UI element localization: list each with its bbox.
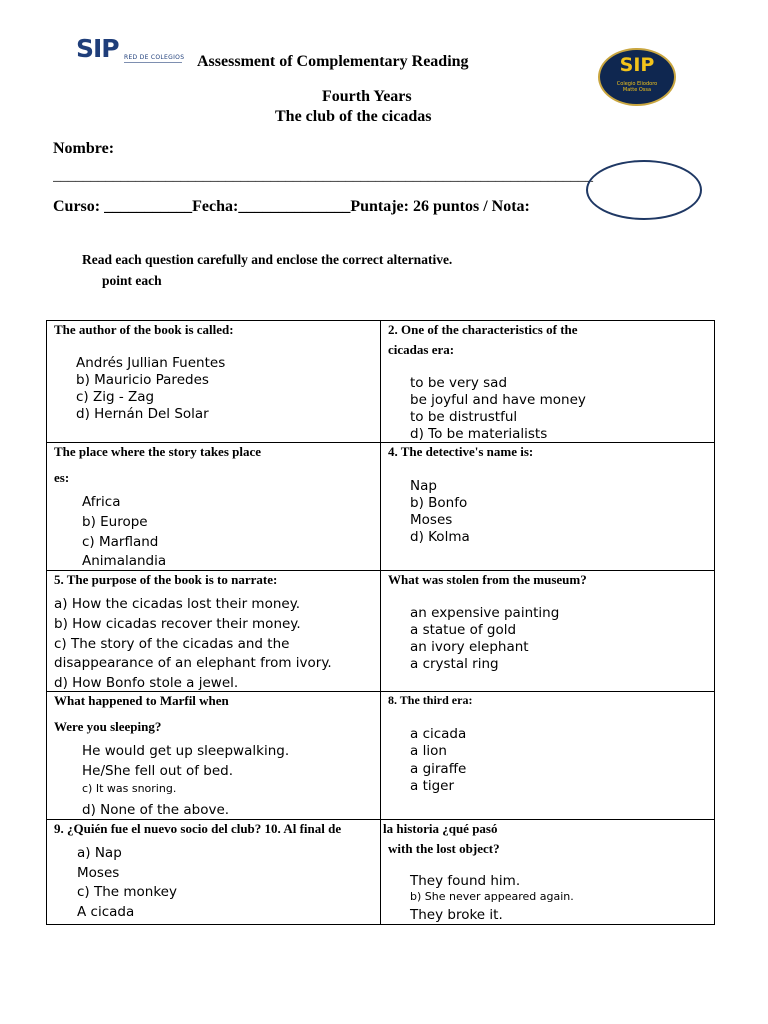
question-1: The author of the book is called: (54, 322, 234, 337)
question-5: 5. The purpose of the book is to narrate: (54, 572, 278, 587)
option[interactable]: He/She fell out of bed. (82, 763, 234, 779)
question-10-cont: with the lost object? (388, 841, 500, 856)
option[interactable]: c) It was snoring. (82, 782, 177, 795)
curso-fecha-puntaje-line[interactable]: Curso: ___________Fecha:______________Puntaje: 26 puntos / Nota: (53, 198, 530, 215)
logo-text: SIP (76, 34, 119, 63)
seal-text: SIP (619, 54, 655, 76)
table-border (714, 320, 715, 925)
option[interactable]: They broke it. (410, 907, 503, 923)
question-7: What happened to Marfil when (54, 693, 229, 708)
option[interactable]: d) Hernán Del Solar (76, 406, 209, 422)
option[interactable]: Andrés Jullian Fuentes (76, 355, 226, 371)
option[interactable]: a crystal ring (410, 656, 499, 672)
option[interactable]: c) Zig - Zag (76, 389, 155, 405)
seal-subtext: Colegio Eliodoro Matte Ossa (616, 81, 658, 93)
option[interactable]: d) None of the above. (82, 802, 230, 818)
nombre-line[interactable]: ________________________________________________________________________ (53, 168, 593, 184)
question-3-cont: es: (54, 470, 70, 485)
option[interactable]: Nap (410, 478, 437, 494)
option[interactable]: He would get up sleepwalking. (82, 743, 290, 759)
instruction-line-1: Read each question carefully and enclose the correct alternative. (82, 252, 453, 267)
page-title: Assessment of Complementary Reading (197, 53, 469, 70)
question-10: la historia ¿qué pasó (383, 821, 498, 836)
school-seal (598, 48, 676, 106)
option[interactable]: Moses (410, 512, 453, 528)
option[interactable]: b) Europe (82, 514, 148, 530)
question-4: 4. The detective's name is: (388, 444, 534, 459)
option[interactable]: to be distrustful (410, 409, 518, 425)
option[interactable]: a statue of gold (410, 622, 517, 638)
logo-underline (124, 62, 182, 63)
question-8: 8. The third era: (388, 693, 473, 707)
option[interactable]: b) How cicadas recover their money. (54, 616, 301, 632)
option[interactable]: Africa (82, 494, 121, 510)
sip-logo (76, 36, 186, 66)
question-9: 9. ¿Quién fue el nuevo socio del club? 10. Al final de (54, 821, 342, 836)
option[interactable]: b) Mauricio Paredes (76, 372, 209, 388)
instruction-line-2: point each (102, 273, 162, 288)
option[interactable]: a) Nap (77, 845, 122, 861)
option[interactable]: a lion (410, 743, 447, 759)
question-2-cont: cicadas era: (388, 342, 455, 357)
book-heading: The club of the cicadas (275, 108, 432, 125)
option[interactable]: A cicada (77, 904, 135, 920)
option[interactable]: d) To be materialists (410, 426, 548, 442)
table-border (46, 320, 47, 925)
option[interactable]: a cicada (410, 726, 467, 742)
option[interactable]: a tiger (410, 778, 455, 794)
option[interactable]: b) She never appeared again. (410, 890, 574, 903)
option[interactable]: d) Kolma (410, 529, 470, 545)
grade-oval[interactable] (586, 160, 702, 220)
option[interactable]: c) Marfland (82, 534, 159, 550)
option[interactable]: to be very sad (410, 375, 508, 391)
option[interactable]: c) The story of the cicadas and the (54, 636, 290, 652)
option[interactable]: disappearance of an elephant from ivory. (54, 655, 332, 671)
question-6: What was stolen from the museum? (388, 572, 587, 587)
question-2: 2. One of the characteristics of the (388, 322, 578, 337)
option[interactable]: a giraffe (410, 761, 467, 777)
option[interactable]: c) The monkey (77, 884, 177, 900)
option[interactable]: an expensive painting (410, 605, 560, 621)
option[interactable]: d) How Bonfo stole a jewel. (54, 675, 239, 691)
question-3: The place where the story takes place (54, 444, 262, 459)
option[interactable]: an ivory elephant (410, 639, 529, 655)
option[interactable]: Moses (77, 865, 120, 881)
nombre-label: Nombre: (53, 140, 115, 157)
option[interactable]: They found him. (410, 873, 521, 889)
option[interactable]: a) How the cicadas lost their money. (54, 596, 301, 612)
logo-subtext: RED DE COLEGIOS (124, 54, 185, 61)
option[interactable]: b) Bonfo (410, 495, 468, 511)
question-7-cont: Were you sleeping? (54, 719, 162, 734)
option[interactable]: Animalandia (82, 553, 167, 569)
option[interactable]: be joyful and have money (410, 392, 586, 408)
column-divider (380, 320, 381, 925)
level-heading: Fourth Years (322, 88, 412, 105)
